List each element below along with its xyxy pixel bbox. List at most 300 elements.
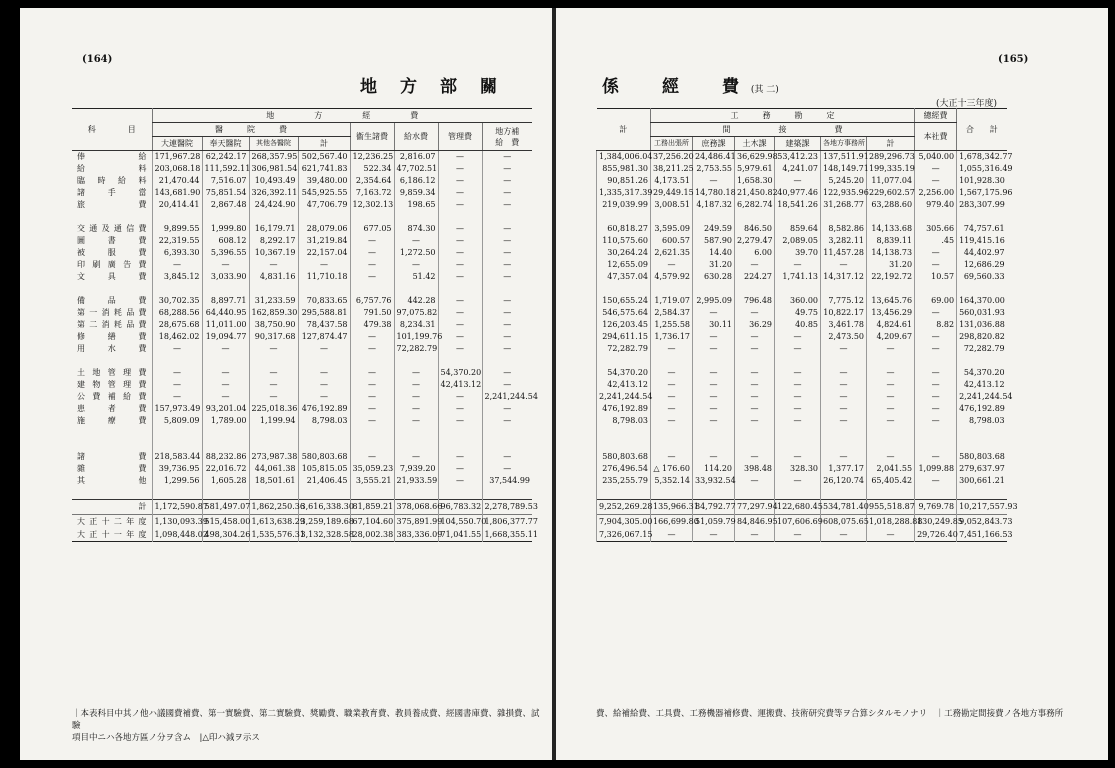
table-cell: 300,661.21 [957, 475, 1007, 487]
table-cell: — [438, 175, 482, 187]
table-cell: 39,480.00 [298, 175, 350, 187]
table-cell: — [867, 391, 915, 403]
table-cell: — [482, 451, 532, 463]
table-cell: — [693, 307, 735, 319]
table-cell: 63,288.60 [867, 199, 915, 211]
table-cell: — [438, 151, 482, 164]
works-account-header: 工 務 勘 定 [651, 109, 915, 123]
table-cell: 4,579.92 [651, 271, 693, 283]
table-cell: 12,302.13 [350, 199, 394, 211]
table-cell: 224.27 [735, 271, 775, 283]
table-cell: 2,867.48 [202, 199, 249, 211]
general-affairs-header: 庶務課 [693, 137, 735, 151]
table-cell: 51.42 [394, 271, 438, 283]
footnote [72, 708, 542, 744]
table-cell: 5,396.55 [202, 247, 249, 259]
table-cell: 3,461.78 [821, 319, 867, 331]
table-cell: 9,899.55 [152, 223, 202, 235]
spacer-cell [597, 427, 651, 439]
spacer-cell [821, 355, 867, 367]
spacer-cell [867, 355, 915, 367]
table-cell: — [438, 451, 482, 463]
spacer-cell [597, 439, 651, 451]
table-cell: 279,637.97 [957, 463, 1007, 475]
spacer-cell [651, 211, 693, 223]
table-cell: — [735, 415, 775, 427]
table-cell: — [482, 295, 532, 307]
table-row [72, 163, 532, 175]
table-cell: 131,036.88 [957, 319, 1007, 331]
table-cell: — [482, 235, 532, 247]
table-cell: 621,741.83 [298, 163, 350, 175]
table-cell: — [651, 529, 693, 542]
table-cell: — [394, 403, 438, 415]
table-cell: 36.29 [735, 319, 775, 331]
spacer-cell [957, 355, 1007, 367]
table-cell: 2,089.05 [775, 235, 821, 247]
table-cell: — [651, 379, 693, 391]
table-row [597, 319, 1007, 331]
spacer-row [72, 211, 532, 223]
table-cell: — [693, 175, 735, 187]
table-cell: 515,458.00 [202, 515, 249, 530]
table-cell: 1,668,355.11 [482, 529, 532, 542]
spacer-cell [438, 283, 482, 295]
table-cell: 229,602.57 [867, 187, 915, 199]
spacer-cell [249, 427, 298, 439]
table-cell: 6,282.74 [735, 199, 775, 211]
table-cell: 81,859.21 [350, 500, 394, 515]
table-cell: — [775, 259, 821, 271]
table-cell: 5,809.09 [152, 415, 202, 427]
spacer-cell [298, 283, 350, 295]
table-cell: 75,851.54 [202, 187, 249, 199]
table-row [597, 295, 1007, 307]
table-cell: 283,307.99 [957, 199, 1007, 211]
table-cell: 1,335,317.39 [597, 187, 651, 199]
table-cell: 3,616,338.30 [298, 500, 350, 515]
spacer-cell [394, 427, 438, 439]
table-cell: 298,820.82 [957, 331, 1007, 343]
table-cell: 37,544.99 [482, 475, 532, 487]
table-cell: — [915, 259, 957, 271]
spacer-row [597, 283, 1007, 295]
table-cell: — [482, 343, 532, 355]
table-cell: 22,016.72 [202, 463, 249, 475]
spacer-cell [693, 427, 735, 439]
spacer-row [597, 211, 1007, 223]
indirect-header: 間 接 費 [651, 123, 915, 137]
table-cell: — [651, 343, 693, 355]
table-cell: 11,710.18 [298, 271, 350, 283]
spacer-cell [152, 355, 202, 367]
table-cell: — [775, 331, 821, 343]
page-title-sub: (其 二) [750, 85, 779, 95]
spacer-row [72, 283, 532, 295]
table-cell: 18,541.26 [775, 199, 821, 211]
table-cell: 1,741.13 [775, 271, 821, 283]
table-row [72, 223, 532, 235]
row-label: 被服費 [77, 248, 147, 257]
table-cell: — [438, 391, 482, 403]
grand-total-header: 合 計 [957, 109, 1007, 151]
table-cell: 31,219.84 [298, 235, 350, 247]
spacer-cell [394, 439, 438, 451]
table-cell: 326,392.11 [249, 187, 298, 199]
spacer-cell [298, 439, 350, 451]
spacer-cell [735, 283, 775, 295]
table-cell: 6,186.12 [394, 175, 438, 187]
table-cell: — [482, 415, 532, 427]
table-row [72, 415, 532, 427]
row-label: 患者費 [77, 404, 147, 413]
table-cell: — [394, 379, 438, 391]
table-cell: 2,621.35 [651, 247, 693, 259]
table-cell: 30,702.35 [152, 295, 202, 307]
table-row [72, 515, 532, 530]
table-cell: 874.30 [394, 223, 438, 235]
row-label: 雜費 [77, 464, 147, 473]
spacer-cell [915, 355, 957, 367]
table-row [597, 415, 1007, 427]
table-cell: 53,412.23 [775, 151, 821, 164]
subject-header: 科 目 [72, 109, 152, 151]
spacer-cell [482, 283, 532, 295]
table-cell: — [438, 295, 482, 307]
spacer-cell [152, 427, 202, 439]
table-row [72, 151, 532, 164]
table-cell: — [202, 379, 249, 391]
table-cell: 4,209.67 [867, 331, 915, 343]
spacer-cell [482, 439, 532, 451]
spacer-cell [821, 211, 867, 223]
spacer-cell [298, 211, 350, 223]
table-cell: 18,462.02 [152, 331, 202, 343]
table-row [597, 463, 1007, 475]
spacer-row [72, 439, 532, 451]
spacer-cell [597, 355, 651, 367]
table-cell: 77,297.94 [735, 500, 775, 515]
table-cell: 276,496.54 [597, 463, 651, 475]
table-cell: — [482, 223, 532, 235]
row-label: 諸費 [77, 452, 147, 461]
spacer-cell [72, 211, 152, 223]
management-header: 管理費 [438, 123, 482, 151]
table-cell: — [482, 307, 532, 319]
table-cell: 859.64 [775, 223, 821, 235]
table-cell: 3,595.09 [651, 223, 693, 235]
spacer-cell [651, 355, 693, 367]
table-cell: 28,675.68 [152, 319, 202, 331]
spacer-cell [775, 487, 821, 500]
table-cell: 1,719.07 [651, 295, 693, 307]
table-cell: 22,319.55 [152, 235, 202, 247]
table-cell: — [152, 343, 202, 355]
hospital-group-header: 醫 院 費 [152, 123, 350, 137]
spacer-row [597, 427, 1007, 439]
table-cell: 14,317.12 [821, 271, 867, 283]
spacer-cell [152, 487, 202, 500]
table-cell: 35,059.23 [350, 463, 394, 475]
spacer-cell [957, 439, 1007, 451]
table-cell: 3,282.11 [821, 235, 867, 247]
table-cell: — [394, 235, 438, 247]
table-cell: — [482, 175, 532, 187]
table-cell: — [394, 391, 438, 403]
table-cell: 6.00 [735, 247, 775, 259]
spacer-cell [298, 427, 350, 439]
table-cell: 608.12 [202, 235, 249, 247]
spacer-cell [775, 211, 821, 223]
spacer-cell [693, 211, 735, 223]
table-cell: — [482, 463, 532, 475]
table-row [597, 379, 1007, 391]
table-cell: 587.90 [693, 235, 735, 247]
table-cell: 306,981.54 [249, 163, 298, 175]
building-header: 建築課 [775, 137, 821, 151]
page-number: (164) [82, 54, 113, 65]
spacer-cell [735, 427, 775, 439]
table-row [597, 529, 1007, 542]
table-cell: 19,094.77 [202, 331, 249, 343]
table-cell: — [438, 247, 482, 259]
table-cell: — [775, 367, 821, 379]
table-row [72, 187, 532, 199]
table-row [597, 331, 1007, 343]
table-cell: — [438, 199, 482, 211]
spacer-cell [651, 487, 693, 500]
table-cell: 7,775.12 [821, 295, 867, 307]
table-cell: 148,149.71 [821, 163, 867, 175]
spacer-cell [482, 211, 532, 223]
table-row [72, 271, 532, 283]
table-cell: 2,753.55 [693, 163, 735, 175]
spacer-row [597, 439, 1007, 451]
table-cell: — [249, 379, 298, 391]
spacer-cell [821, 283, 867, 295]
table-cell: 6,757.76 [350, 295, 394, 307]
table-cell: 2,241,244.54 [482, 391, 532, 403]
spacer-cell [438, 211, 482, 223]
table-row [597, 343, 1007, 355]
table-row [72, 451, 532, 463]
spacer-cell [915, 487, 957, 500]
table-cell: 31.20 [693, 259, 735, 271]
table-cell: 855,981.30 [597, 163, 651, 175]
table-cell: — [821, 391, 867, 403]
table-cell: — [438, 223, 482, 235]
row-label: 印刷廣告費 [77, 260, 147, 269]
table-cell: — [350, 259, 394, 271]
table-cell: 796.48 [735, 295, 775, 307]
table-row [72, 529, 532, 542]
table-cell: 11,457.28 [821, 247, 867, 259]
table-cell: 295,588.81 [298, 307, 350, 319]
spacer-cell [957, 283, 1007, 295]
spacer-cell [651, 427, 693, 439]
table-cell: 1,018,288.88 [867, 515, 915, 530]
table-cell: 249.59 [693, 223, 735, 235]
table-row [597, 199, 1007, 211]
spacer-cell [350, 283, 394, 295]
table-cell: — [693, 451, 735, 463]
spacer-cell [72, 427, 152, 439]
spacer-cell [438, 487, 482, 500]
table-cell: 7,451,166.53 [957, 529, 1007, 542]
table-cell: 20,414.41 [152, 199, 202, 211]
table-row [597, 187, 1007, 199]
table-cell: 2,473.50 [821, 331, 867, 343]
table-cell: 502,567.40 [298, 151, 350, 164]
table-cell: 10,367.19 [249, 247, 298, 259]
table-cell: 110,575.60 [597, 235, 651, 247]
table-cell: — [249, 343, 298, 355]
table-cell: 65,405.42 [867, 475, 915, 487]
table-cell: — [915, 307, 957, 319]
table-row [72, 319, 532, 331]
table-cell: 476,192.89 [298, 403, 350, 415]
table-cell: 7,939.20 [394, 463, 438, 475]
table-cell: 8,234.31 [394, 319, 438, 331]
table-cell: 13,456.29 [867, 307, 915, 319]
general-expense-header: 總經費 [915, 109, 957, 123]
table-cell: 3,845.12 [152, 271, 202, 283]
row-label: 圖書費 [77, 236, 147, 245]
row-label: 計 [72, 500, 152, 515]
table-cell: 51,059.79 [693, 515, 735, 530]
table-cell: 166,699.80 [651, 515, 693, 530]
table-cell: 16,179.71 [249, 223, 298, 235]
table-cell: 38,750.90 [249, 319, 298, 331]
table-cell: 6,393.30 [152, 247, 202, 259]
table-cell: 130,249.85 [915, 515, 957, 530]
table-cell: 72,282.79 [957, 343, 1007, 355]
table-cell: — [867, 343, 915, 355]
table-cell: — [735, 391, 775, 403]
table-cell: 3,132,328.58 [298, 529, 350, 542]
row-label: 俸給 [77, 152, 147, 161]
table-cell: 107,606.69 [775, 515, 821, 530]
table-cell: 476,192.89 [957, 403, 1007, 415]
spacer-cell [693, 487, 735, 500]
table-cell: — [482, 247, 532, 259]
row-label: 施療費 [77, 416, 147, 425]
table-row [72, 475, 532, 487]
table-cell: 21,406.45 [298, 475, 350, 487]
table-cell: — [350, 331, 394, 343]
table-row [72, 331, 532, 343]
table-cell: 235,255.79 [597, 475, 651, 487]
table-cell: 846.50 [735, 223, 775, 235]
subtotal-header: 計 [867, 137, 915, 151]
table-cell: 105,815.05 [298, 463, 350, 475]
table-cell: 47,706.79 [298, 199, 350, 211]
row-label: 備品費 [77, 296, 147, 305]
spacer-cell [202, 355, 249, 367]
table-cell: — [915, 367, 957, 379]
spacer-cell [72, 439, 152, 451]
table-cell: 225,018.36 [249, 403, 298, 415]
row-label: 用水費 [77, 344, 147, 353]
table-cell: — [350, 379, 394, 391]
table-cell: 9,859.34 [394, 187, 438, 199]
table-row [597, 271, 1007, 283]
table-cell: 10,493.49 [249, 175, 298, 187]
table-cell: 143,681.90 [152, 187, 202, 199]
table-cell: — [867, 403, 915, 415]
table-cell: — [651, 415, 693, 427]
spacer-cell [152, 211, 202, 223]
table-cell: 24,486.41 [693, 151, 735, 164]
table-cell: — [152, 379, 202, 391]
table-cell: 375,891.99 [394, 515, 438, 530]
table-cell: — [482, 187, 532, 199]
table-cell: 44,061.38 [249, 463, 298, 475]
table-cell: 2,241,244.54 [957, 391, 1007, 403]
row-label: 公費補給費 [77, 392, 147, 401]
table-cell: 1,789.00 [202, 415, 249, 427]
spacer-cell [249, 487, 298, 500]
other-hospitals-header: 其他各醫院 [249, 137, 298, 151]
spacer-cell [350, 439, 394, 451]
table-cell: 7,516.07 [202, 175, 249, 187]
page-number: (165) [998, 54, 1029, 65]
table-cell: — [482, 151, 532, 164]
table-cell: 378,068.66 [394, 500, 438, 515]
table-cell: 3,555.21 [350, 475, 394, 487]
table-cell: 8,798.03 [298, 415, 350, 427]
table-cell: — [735, 343, 775, 355]
spacer-cell [438, 355, 482, 367]
table-cell: — [915, 415, 957, 427]
table-cell: — [915, 175, 957, 187]
spacer-row [72, 355, 532, 367]
spacer-cell [394, 283, 438, 295]
table-cell: — [775, 475, 821, 487]
table-cell: 119,415.16 [957, 235, 1007, 247]
table-row [72, 379, 532, 391]
spacer-cell [867, 487, 915, 500]
table-cell: 171,967.28 [152, 151, 202, 164]
table-cell: 54,370.20 [957, 367, 1007, 379]
table-cell: — [298, 367, 350, 379]
row-label: 大正十一年度 [77, 530, 147, 539]
water-header: 給水費 [394, 123, 438, 151]
row-label: 旅費 [77, 200, 147, 209]
table-cell: 1,299.56 [152, 475, 202, 487]
table-cell: 498,304.26 [202, 529, 249, 542]
works-office-header: 工務出張所 [651, 137, 693, 151]
table-cell: — [438, 475, 482, 487]
row-label: 臨時給料 [77, 176, 147, 185]
table-row [72, 403, 532, 415]
table-cell: 580,803.68 [597, 451, 651, 463]
table-cell: — [867, 529, 915, 542]
table-cell: — [915, 163, 957, 175]
spacer-cell [775, 439, 821, 451]
table-cell: — [298, 343, 350, 355]
table-cell: 42,413.12 [957, 379, 1007, 391]
table-cell: 21,933.59 [394, 475, 438, 487]
table-row [597, 307, 1007, 319]
spacer-cell [202, 439, 249, 451]
table-cell: — [350, 271, 394, 283]
table-cell: 9,052,843.73 [957, 515, 1007, 530]
table-cell: 26,120.74 [821, 475, 867, 487]
table-cell: 8,798.03 [597, 415, 651, 427]
row-label: 修繕費 [77, 332, 147, 341]
table-cell: — [915, 403, 957, 415]
